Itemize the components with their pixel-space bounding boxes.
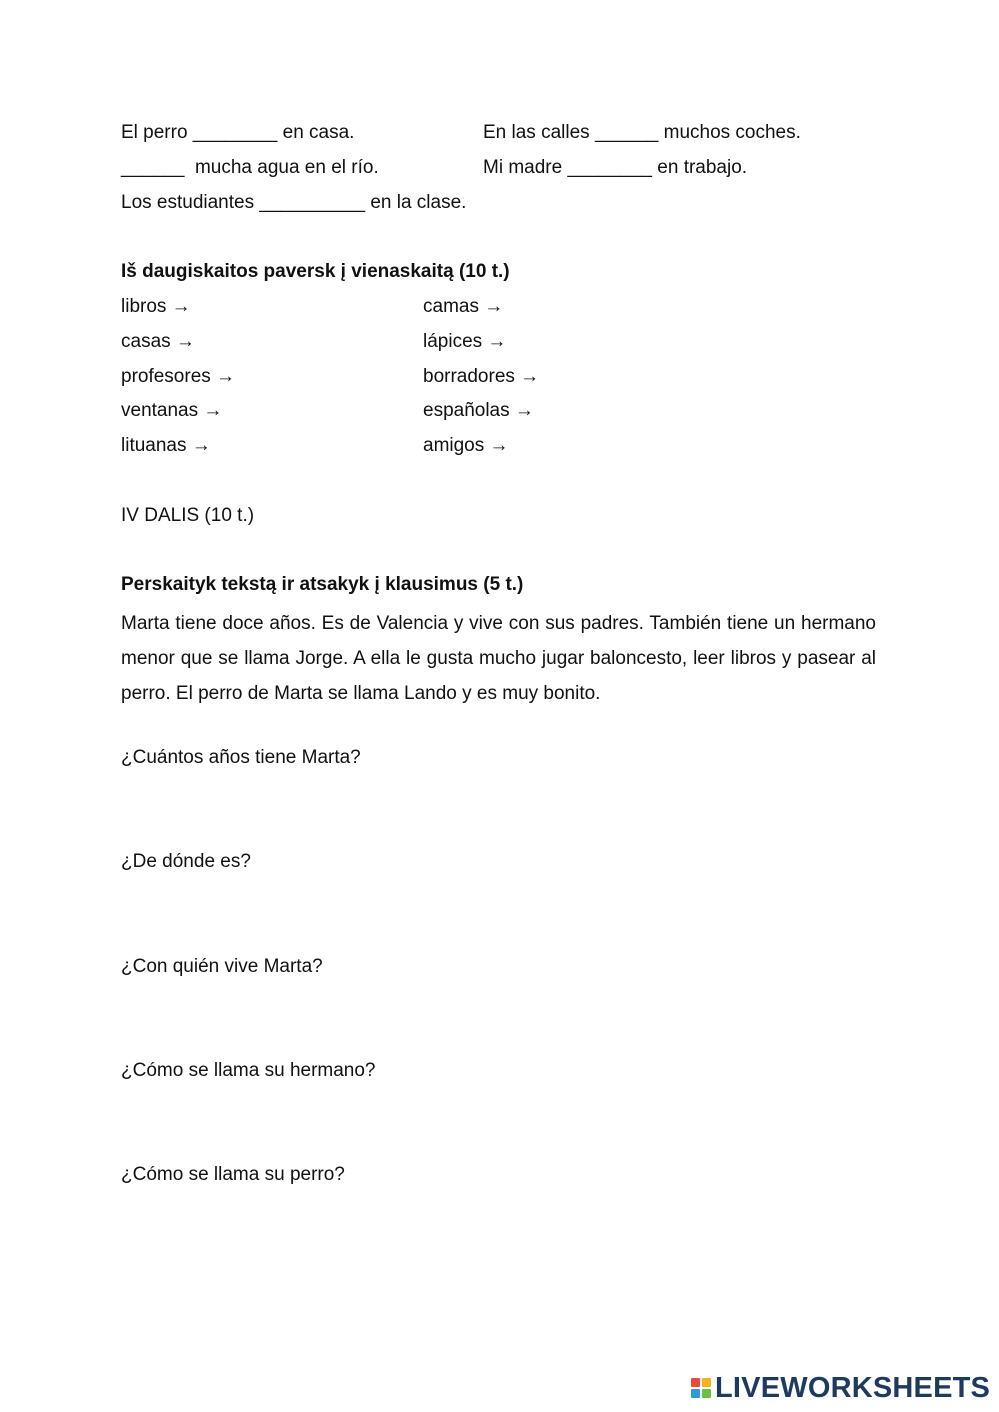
word-item: lápices → xyxy=(423,331,507,352)
word-item: profesores → xyxy=(121,366,236,387)
logo-square xyxy=(702,1389,711,1398)
liveworksheets-logo xyxy=(691,1372,990,1404)
logo-square xyxy=(691,1389,700,1398)
reading-heading: Perskaityk tekstą ir atsakyk į klausimus (5 t.) xyxy=(121,574,524,595)
word-item: libros → xyxy=(121,296,191,317)
logo-square xyxy=(702,1378,711,1387)
blank-sentence: ______ mucha agua en el río. xyxy=(121,157,379,178)
logo-square xyxy=(691,1378,700,1387)
logo-text: LIVEWORKSHEETS xyxy=(715,1372,991,1404)
word-item: camas → xyxy=(423,296,504,317)
question: ¿De dónde es? xyxy=(121,851,251,872)
blank-sentence: El perro ________ en casa. xyxy=(121,122,355,143)
word-item: ventanas → xyxy=(121,400,223,421)
word-item: borradores → xyxy=(423,366,540,387)
question: ¿Cuántos años tiene Marta? xyxy=(121,747,361,768)
logo-mark-icon xyxy=(691,1378,711,1398)
word-item: casas → xyxy=(121,331,195,352)
word-item: españolas → xyxy=(423,400,534,421)
blank-sentence: Los estudiantes __________ en la clase. xyxy=(121,192,467,213)
word-item: lituanas → xyxy=(121,435,211,456)
word-item: amigos → xyxy=(423,435,509,456)
part-title: IV DALIS (10 t.) xyxy=(121,505,255,526)
question: ¿Cómo se llama su perro? xyxy=(121,1164,345,1185)
blank-sentence: Mi madre ________ en trabajo. xyxy=(483,157,748,178)
reading-text: Marta tiene doce años. Es de Valencia y vive con sus padres. También tiene un hermano menor que se llama Jorge. A ella le gusta mucho jugar baloncesto, leer libros y pasear al perro. El perro de Marta se llama Lando y es muy bonito. xyxy=(121,613,876,704)
blank-sentence: En las calles ______ muchos coches. xyxy=(483,122,801,143)
question: ¿Cómo se llama su hermano? xyxy=(121,1060,376,1081)
section-heading: Iš daugiskaitos paversk į vienaskaitą (10 t.) xyxy=(121,261,510,282)
question: ¿Con quién vive Marta? xyxy=(121,956,323,977)
